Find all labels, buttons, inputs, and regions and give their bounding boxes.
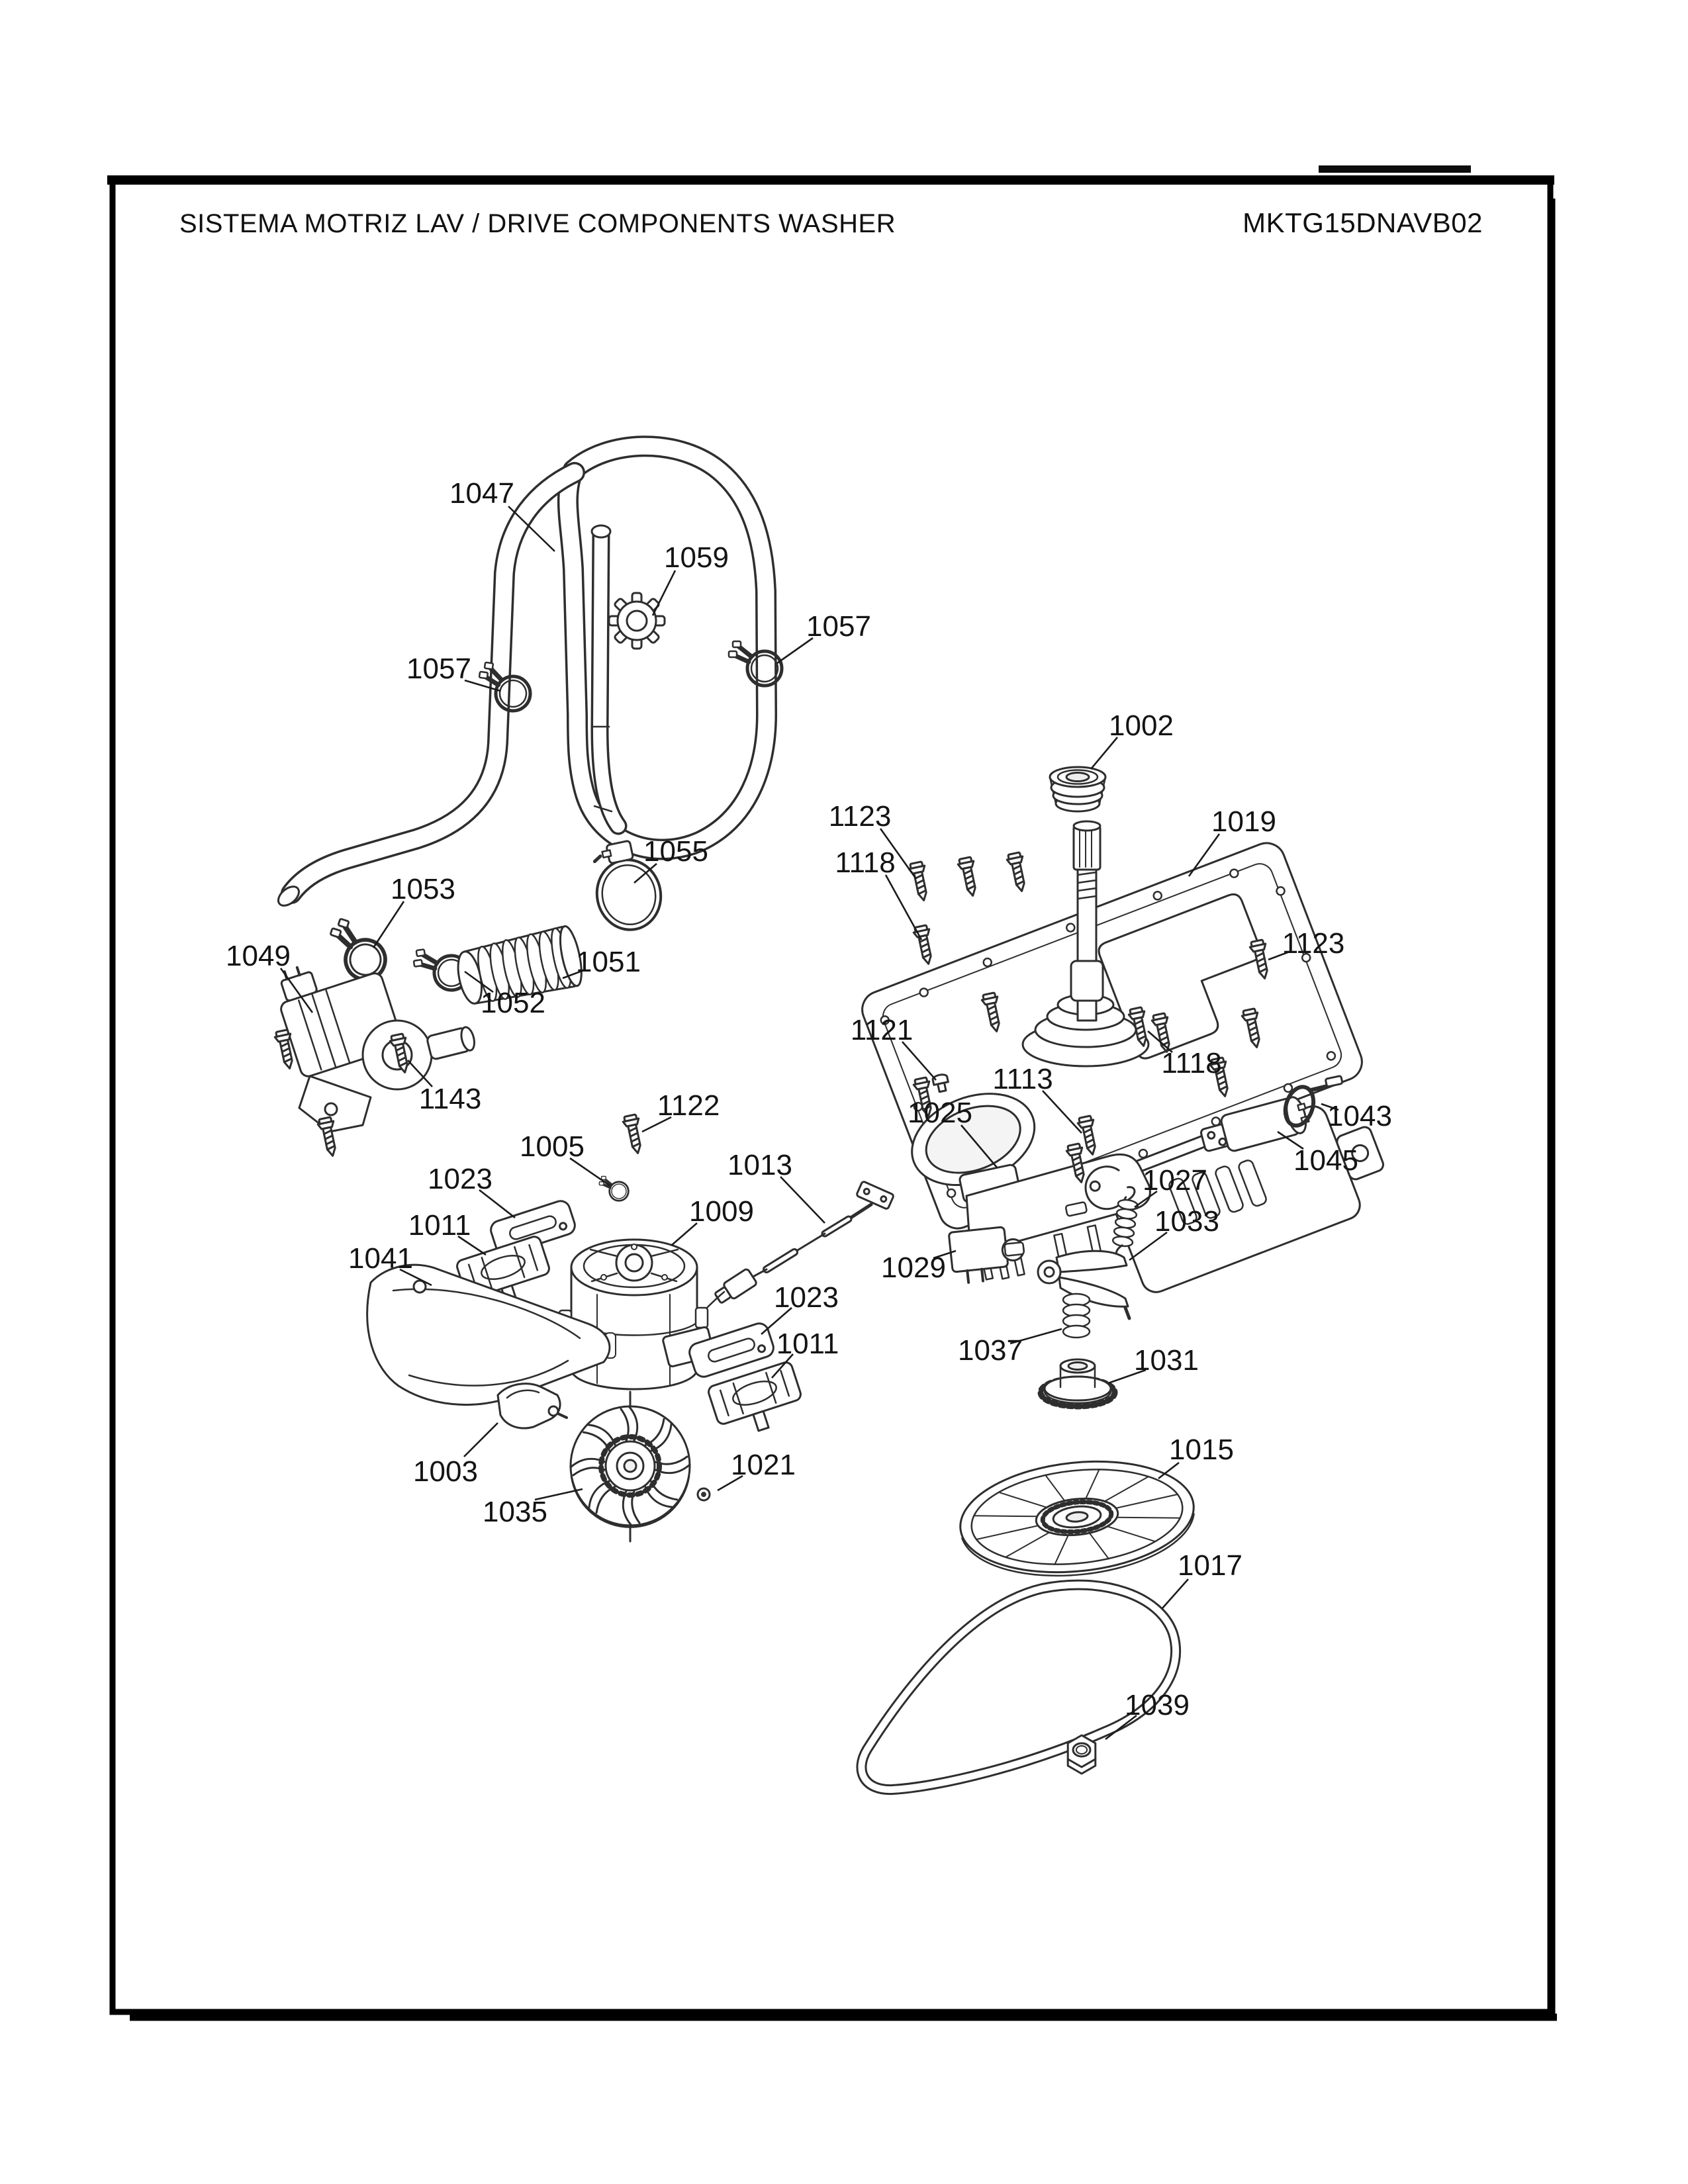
star-washer [609, 593, 665, 649]
callout-label-1015: 1015 [1169, 1433, 1234, 1466]
callout-label-1049: 1049 [226, 940, 291, 972]
callout-label-1003: 1003 [413, 1455, 478, 1488]
screw-fastener [622, 1114, 646, 1155]
callout-label-1143: 1143 [418, 1083, 482, 1115]
hose-clamp-1053 [320, 917, 394, 985]
exploded-view [270, 446, 1397, 1790]
callout-label-1053: 1053 [391, 873, 455, 905]
callout-label-1011: 1011 [408, 1209, 471, 1242]
drive-pulley [955, 1451, 1199, 1586]
callout-label-1029: 1029 [881, 1251, 946, 1284]
callout-label-1037: 1037 [958, 1334, 1023, 1367]
clutch-spring [1063, 1294, 1090, 1338]
drive-belt [861, 1585, 1176, 1790]
callout-label-1043: 1043 [1327, 1100, 1392, 1132]
callout-leader-line [464, 1423, 498, 1457]
callout-label-1025: 1025 [908, 1097, 972, 1129]
callout-label-1047: 1047 [449, 477, 514, 510]
callout-label-1045: 1045 [1293, 1144, 1358, 1177]
motor-fan [571, 1392, 690, 1541]
scan-artifact [1319, 165, 1471, 173]
callout-label-1123: 1123 [1282, 927, 1345, 960]
callout-label-1051: 1051 [576, 946, 641, 978]
callout-label-1017: 1017 [1178, 1549, 1243, 1582]
callout-label-1123: 1123 [828, 800, 892, 833]
callout-label-1033: 1033 [1154, 1205, 1219, 1238]
callout-label-1035: 1035 [483, 1496, 547, 1528]
callout-label-1002: 1002 [1109, 709, 1174, 742]
callout-leader-line [1091, 737, 1117, 769]
screw-fastener [1006, 852, 1030, 893]
callout-label-1019: 1019 [1211, 805, 1276, 838]
page-title: SISTEMA MOTRIZ LAV / DRIVE COMPONENTS WASHER [179, 209, 896, 238]
callout-label-1013: 1013 [727, 1149, 792, 1181]
callout-label-1011: 1011 [776, 1328, 839, 1360]
callout-label-1039: 1039 [1125, 1689, 1190, 1721]
callout-label-1009: 1009 [689, 1195, 754, 1228]
callout-label-1055: 1055 [643, 835, 708, 868]
callout-label-1057: 1057 [806, 610, 871, 643]
page-code: MKTG15DNAVB02 [1243, 207, 1483, 238]
callout-label-1113: 1113 [992, 1063, 1053, 1095]
shaft-nut [1068, 1735, 1096, 1774]
callout-label-1023: 1023 [774, 1281, 839, 1314]
tub-seal [1050, 767, 1105, 811]
dot-fastener [696, 1487, 710, 1501]
callout-label-1041: 1041 [348, 1242, 413, 1275]
callout-label-1005: 1005 [520, 1130, 585, 1163]
callout-leader-line [780, 1177, 825, 1223]
callout-label-1122: 1122 [657, 1089, 720, 1122]
screw-fastener [908, 861, 932, 902]
clutch-pawl [498, 1384, 567, 1428]
clutch-gear [1041, 1359, 1115, 1406]
callout-label-1021: 1021 [731, 1449, 796, 1481]
callout-label-1118: 1118 [835, 846, 896, 879]
callout-label-1118: 1118 [1161, 1047, 1222, 1079]
callout-leader-line [653, 570, 675, 615]
callout-label-1057: 1057 [406, 653, 471, 685]
callout-leader-line [1162, 1579, 1188, 1608]
motor-mount-right [707, 1361, 808, 1442]
callout-label-1031: 1031 [1134, 1344, 1199, 1377]
callout-label-1059: 1059 [664, 541, 729, 574]
callout-label-1052: 1052 [481, 987, 545, 1019]
callout-label-1023: 1023 [428, 1163, 492, 1195]
wire-clamp-1005 [599, 1176, 628, 1201]
callout-label-1027: 1027 [1143, 1164, 1207, 1197]
callout-leader-line [373, 901, 404, 948]
callout-label-1121: 1121 [850, 1014, 914, 1046]
screw-fastener [957, 856, 981, 897]
